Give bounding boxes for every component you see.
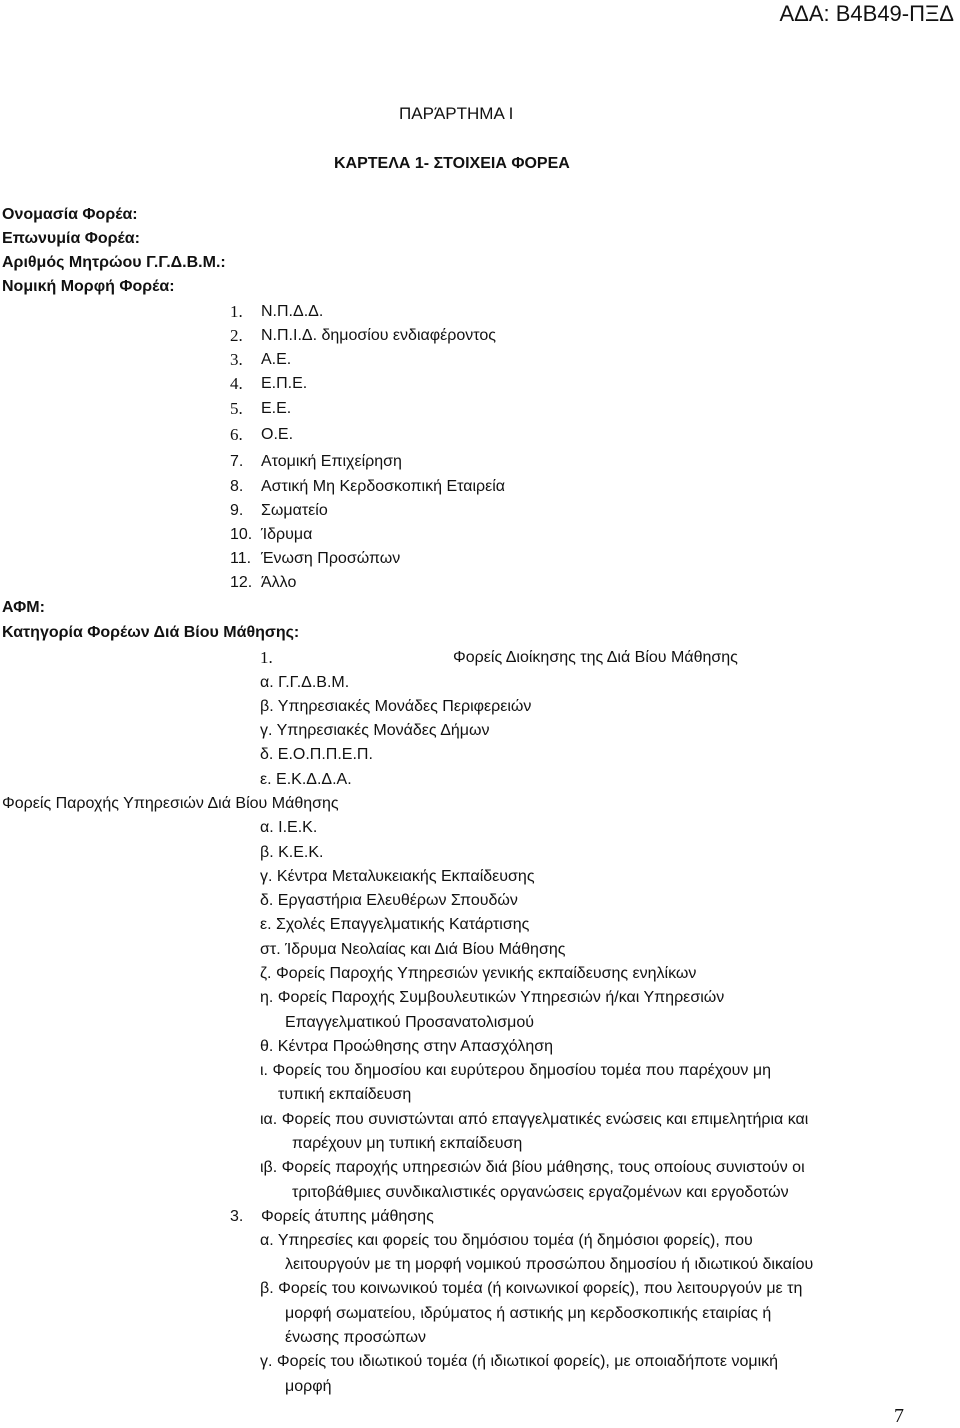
- category-2-item: στ. Ίδρυμα Νεολαίας και Διά Βίου Μάθησης: [260, 941, 566, 958]
- category-3-item: β. Φορείς του κοινωνικού τομέα (ή κοινωνικοί φορείς), που λειτουργούν με τη: [260, 1280, 803, 1297]
- legal-form-num: 8.: [230, 478, 244, 495]
- legal-form-num: 9.: [230, 502, 244, 519]
- legal-form-num: 3.: [230, 350, 243, 369]
- legal-form-text: Ίδρυμα: [261, 526, 313, 543]
- field-trade-name-label: Επωνυμία Φορέα:: [2, 230, 140, 247]
- ada-code: ΑΔΑ: Β4Β49-ΠΞΔ: [779, 1, 954, 26]
- category-3-item-cont: μορφή σωματείου, ιδρύματος ή αστικής μη κερδοσκοπικής εταιρίας ή: [285, 1305, 772, 1322]
- category-2-item-cont: τυπική εκπαίδευση: [278, 1086, 412, 1103]
- category-2-item: ια. Φορείς που συνιστώνται από επαγγελματικές ενώσεις και επιμελητήρια και: [260, 1111, 809, 1128]
- category-1-item: ε. Ε.Κ.Δ.Δ.Α.: [260, 771, 352, 788]
- appendix-title: ΠΑΡΆΡΤΗΜΑ Ι: [399, 104, 514, 123]
- legal-form-text: Ο.Ε.: [261, 426, 294, 443]
- legal-form-text: Α.Ε.: [261, 351, 292, 368]
- category-2-item: α. Ι.Ε.Κ.: [260, 819, 318, 836]
- legal-form-num: 12.: [230, 574, 253, 591]
- card-title: ΚΑΡΤΕΛΑ 1- ΣΤΟΙΧΕΙΑ ΦΟΡΕΑ: [334, 155, 570, 172]
- legal-form-text: Ε.Π.Ε.: [261, 375, 308, 392]
- legal-form-num: 1.: [230, 302, 243, 321]
- category-2-item: δ. Εργαστήρια Ελευθέρων Σπουδών: [260, 892, 518, 909]
- legal-form-num: 10.: [230, 526, 253, 543]
- field-legal-form-label: Νομική Μορφή Φορέα:: [2, 278, 175, 295]
- category-2-item: η. Φορείς Παροχής Συμβουλευτικών Υπηρεσιών ή/και Υπηρεσιών: [260, 989, 725, 1006]
- legal-form-text: Ε.Ε.: [261, 400, 292, 417]
- legal-form-text: Αστική Μη Κερδοσκοπική Εταιρεία: [261, 478, 506, 495]
- field-name-label: Ονομασία Φορέα:: [2, 206, 138, 223]
- legal-form-text: Ένωση Προσώπων: [261, 550, 401, 567]
- category-2-item: β. Κ.Ε.Κ.: [260, 844, 324, 861]
- category-2-item: ε. Σχολές Επαγγελματικής Κατάρτισης: [260, 916, 530, 933]
- page-number: 7: [894, 1405, 904, 1427]
- category-2-item: γ. Κέντρα Μεταλυκειακής Εκπαίδευσης: [260, 868, 535, 885]
- category-2-item: ζ. Φορείς Παροχής Υπηρεσιών γενικής εκπαίδευσης ενηλίκων: [260, 965, 697, 982]
- category-2-item: ιβ. Φορείς παροχής υπηρεσιών διά βίου μάθησης, τους οποίους συνιστούν οι: [260, 1159, 805, 1176]
- category-3-item-cont: μορφή: [285, 1378, 332, 1395]
- field-category-label: Κατηγορία Φορέων Διά Βίου Μάθησης:: [2, 624, 300, 641]
- category-3-item: γ. Φορείς του ιδιωτικού τομέα (ή ιδιωτικοί φορείς), με οποιαδήποτε νομική: [260, 1353, 779, 1370]
- category-2-item-cont: τριτοβάθμιες συνδικαλιστικές οργανώσεις εργαζομένων και εργοδοτών: [292, 1184, 789, 1201]
- legal-form-num: 7.: [230, 453, 244, 470]
- category-3-item-cont: ένωσης προσώπων: [285, 1329, 427, 1346]
- field-registry-label: Αριθμός Μητρώου Γ.Γ.Δ.Β.Μ.:: [2, 254, 226, 271]
- legal-form-text: Ν.Π.Δ.Δ.: [261, 303, 324, 320]
- category-3-item-cont: λειτουργούν με τη μορφή νομικού προσώπου δημοσίου ή ιδιωτικού δικαίου: [285, 1256, 814, 1273]
- category-2-title: Φορείς Παροχής Υπηρεσιών Διά Βίου Μάθησης: [2, 795, 339, 812]
- legal-form-text: Ν.Π.Ι.Δ. δημοσίου ενδιαφέροντος: [261, 327, 496, 344]
- legal-form-num: 2.: [230, 326, 243, 345]
- legal-form-text: Σωματείο: [261, 502, 328, 519]
- legal-form-text: Άλλο: [261, 574, 297, 591]
- category-1-item: α. Γ.Γ.Δ.Β.Μ.: [260, 674, 350, 691]
- category-1-title: Φορείς Διοίκησης της Διά Βίου Μάθησης: [453, 649, 738, 666]
- category-3-item: α. Υπηρεσίες και φορείς του δημόσιου τομέα (ή δημόσιοι φορείς), που: [260, 1232, 753, 1249]
- legal-form-num: 11.: [230, 550, 252, 567]
- field-afm-label: ΑΦΜ:: [2, 599, 45, 616]
- category-1-item: δ. Ε.Ο.Π.Π.Ε.Π.: [260, 746, 373, 763]
- category-1-item: γ. Υπηρεσιακές Μονάδες Δήμων: [260, 722, 490, 739]
- category-3-num: 3.: [230, 1208, 244, 1225]
- legal-form-text: Ατομική Επιχείρηση: [261, 453, 402, 470]
- category-2-item: ι. Φορείς του δημοσίου και ευρύτερου δημοσίου τομέα που παρέχουν μη: [260, 1062, 771, 1079]
- category-1-item: β. Υπηρεσιακές Μονάδες Περιφερειών: [260, 698, 532, 715]
- category-2-item: θ. Κέντρα Προώθησης στην Απασχόληση: [260, 1038, 553, 1055]
- legal-form-num: 4.: [230, 374, 243, 393]
- category-3-title: Φορείς άτυπης μάθησης: [261, 1208, 434, 1225]
- legal-form-num: 6.: [230, 425, 243, 444]
- category-2-item-cont: παρέχουν μη τυπική εκπαίδευση: [292, 1135, 523, 1152]
- category-1-num: 1.: [260, 648, 273, 667]
- legal-form-num: 5.: [230, 399, 243, 418]
- category-2-item-cont: Επαγγελματικού Προσανατολισμού: [285, 1014, 535, 1031]
